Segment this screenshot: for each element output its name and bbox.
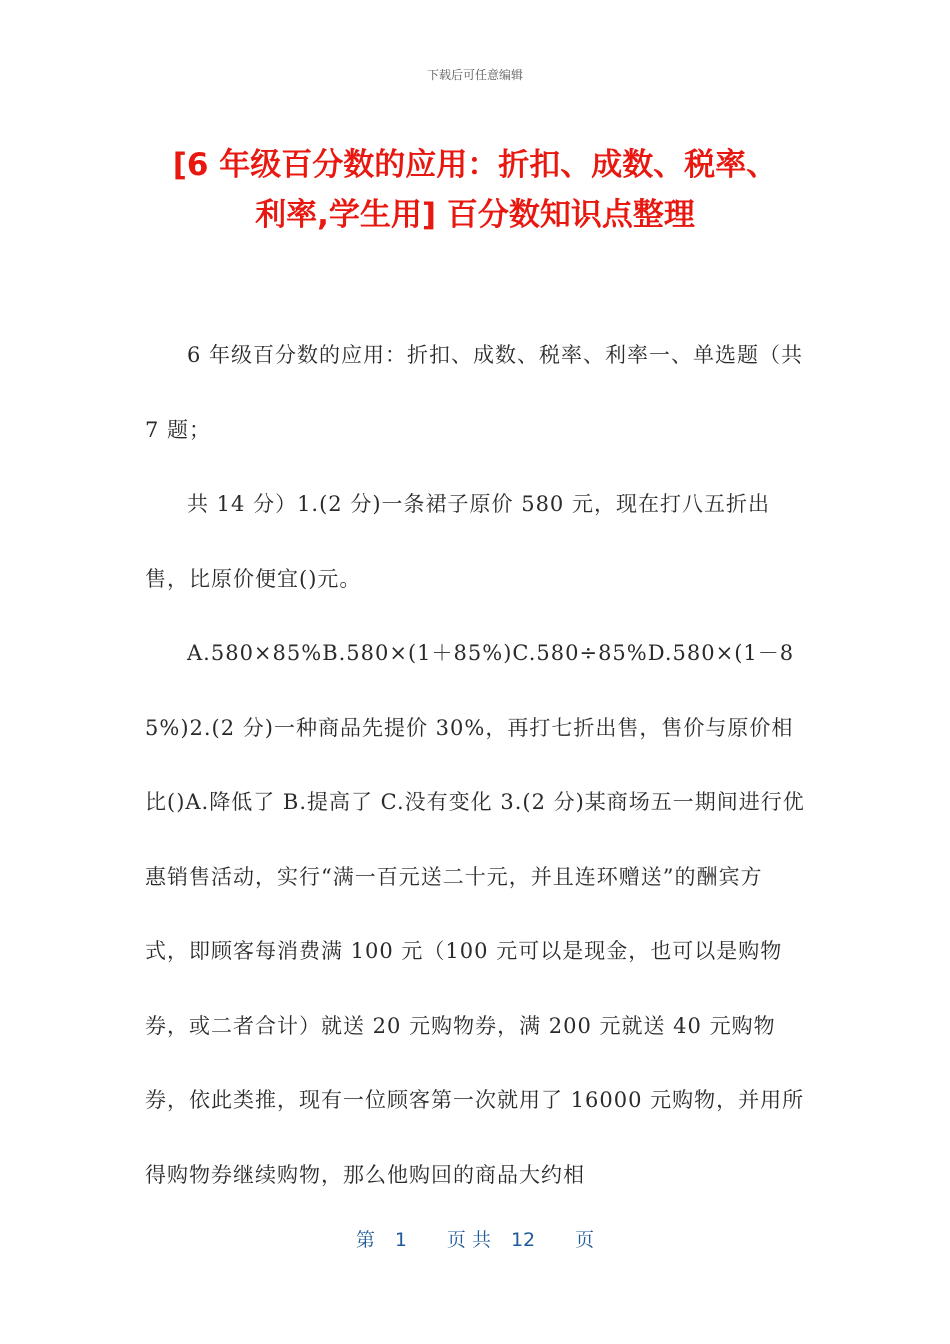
title-line-1: [6 年级百分数的应用：折扣、成数、税率、 <box>172 147 778 183</box>
body-paragraph-3: A.580×85%B.580×(1＋85%)C.580÷85%D.580×(1－85%)2.(2 分)一种商品先提价 30%，再打七折出售，售价与原价相比()A.降低了 B.提高了 C.没有变化 3.(2 分)某商场五一期间进行优惠销售活动，实行“满一百元送二十元，并且连环赠送”的酬宾方式，即顾客每消费满 100 元（100 元可以是现金，也可以是购物券，或二者合计）就送 20 元购物券，满 200 元就送 40 元购物券，依此类推，现有一位顾客第一次就用了 16000 元购物，并用所得购物券继续购物，那么他购回的商品大约相 <box>145 641 805 1187</box>
document-body <box>145 318 805 1212</box>
title-line-2: 利率,学生用] 百分数知识点整理 <box>255 197 695 233</box>
body-paragraph-1: 6 年级百分数的应用：折扣、成数、税率、利率一、单选题（共 7 题； <box>145 343 804 442</box>
footer-total-pages: 12 <box>510 1229 536 1251</box>
document-title <box>110 140 840 240</box>
footer-suffix: 页 <box>575 1229 595 1251</box>
footer-middle: 页 共 <box>446 1229 491 1251</box>
footer-prefix: 第 <box>355 1229 375 1251</box>
body-paragraph-2: 共 14 分）1.(2 分)一条裙子原价 580 元，现在打八五折出售，比原价便宜()元。 <box>145 492 770 591</box>
footer-current-page: 1 <box>394 1229 407 1251</box>
header-note: 下载后可任意编辑 <box>426 68 523 82</box>
page-footer <box>0 1225 950 1252</box>
